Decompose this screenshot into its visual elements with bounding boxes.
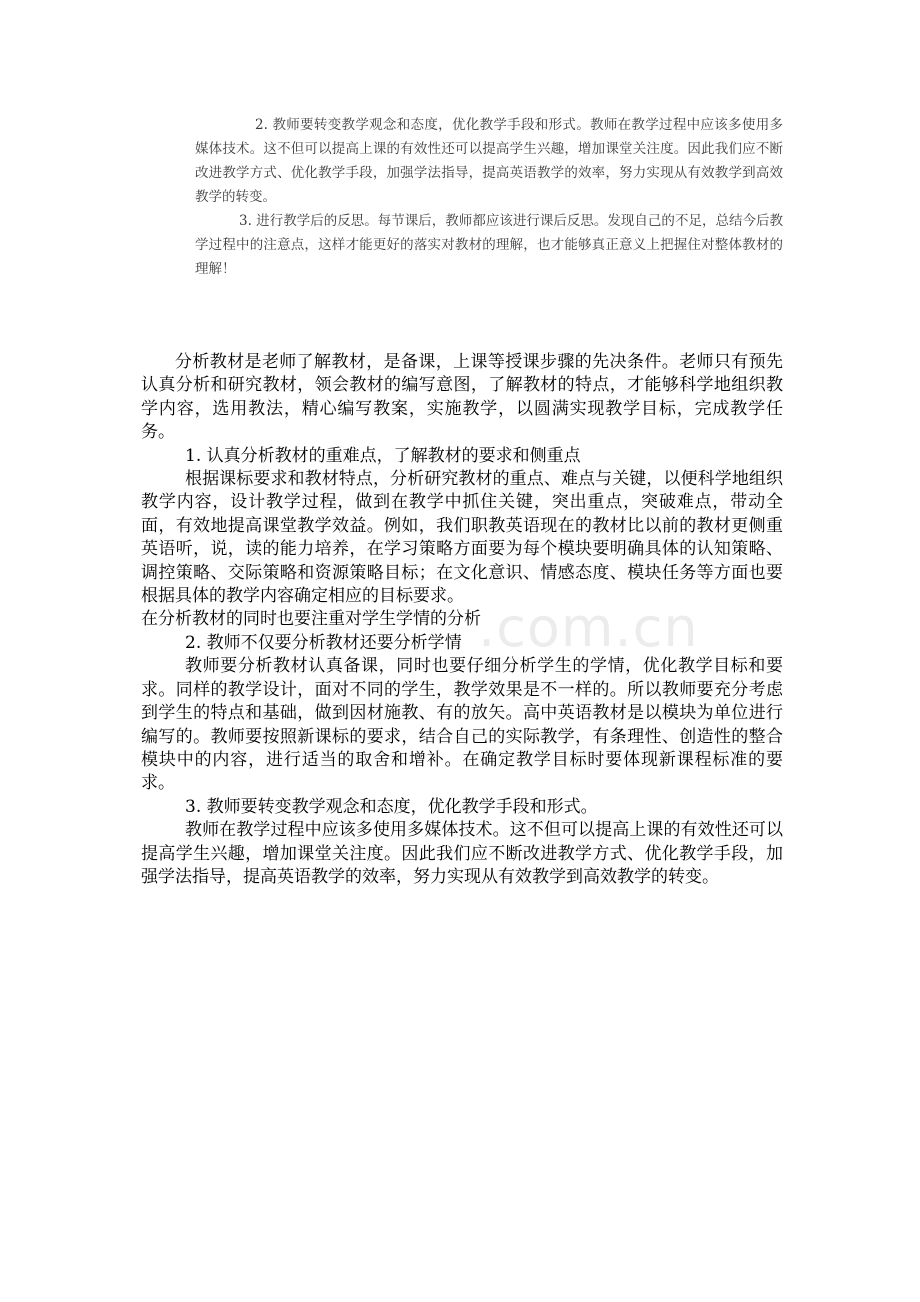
top-paragraph-3: 3. 进行教学后的反思。每节课后，教师都应该进行课后反思。发现自己的不足，总结今后教学过程中的注意点，这样才能更好的落实对教材的理解，也才能够真正意义上把握住对整体教材的理解！ xyxy=(195,213,783,277)
section-body-2: 教师要分析教材认真备课，同时也要仔细分析学生的学情，优化教学目标和要求。同样的教学设计，面对不同的学生，教学效果是不一样的。所以教师要充分考虑到学生的特点和基础，做到因材施教、有的放矢。高中英语教材是以模块为单位进行编写的。教师要按照新课标的要求，结合自己的实际教学，有条理性、创造性的整合模块中的内容，进行适当的取舍和增补。在确定教学目标时要体现新课程标准的要求。 xyxy=(141,656,783,794)
top-paragraph-2: 2. 教师要转变教学观念和态度，优化教学手段和形式。教师在教学过程中应该多使用多媒体技术。这不但可以提高上课的有效性还可以提高学生兴趣，增加课堂关注度。因此我们应不断改进教学方式、优化教学手段，加强学法指导，提高英语教学的效率，努力实现从有效教学到高效教学的转变。 xyxy=(195,117,783,205)
main-body xyxy=(141,351,783,889)
section-heading-3: 3. 教师要转变教学观念和态度，优化教学手段和形式。 xyxy=(185,796,598,817)
section-heading-2: 2. 教师不仅要分析教材还要分析学情 xyxy=(185,632,462,653)
section-body-3: 教师在教学过程中应该多使用多媒体技术。这不但可以提高上课的有效性还可以提高学生兴趣，增加课堂关注度。因此我们应不断改进教学方式、优化教学手段，加强学法指导，提高英语教学的效率，努力实现从有效教学到高效教学的转变。 xyxy=(141,820,783,887)
transition-line: 在分析教材的同时也要注重对学生学情的分析 xyxy=(141,609,481,630)
watermark: .com.cn xyxy=(478,596,699,659)
top-excerpt xyxy=(195,113,783,281)
section-body-1: 根据课标要求和教材特点，分析研究教材的重点、难点与关键，以便科学地组织教学内容，设计教学过程，做到在教学中抓住关键，突出重点，突破难点，带动全面，有效地提高课堂教学效益。例如，我们职教英语现在的教材比以前的教材更侧重英语听，说，读的能力培养，在学习策略方面要为每个模块要明确具体的认知策略、调控策略、交际策略和资源策略目标；在文化意识、情感态度、模块任务等方面也要根据具体的教学内容确定相应的目标要求。 xyxy=(141,469,783,607)
intro-paragraph: 分析教材是老师了解教材，是备课，上课等授课步骤的先决条件。老师只有预先认真分析和研究教材，领会教材的编写意图，了解教材的特点，才能够科学地组织教学内容，选用教法，精心编写教案，实施教学，以圆满实现教学目标，完成教学任务。 xyxy=(141,352,783,443)
section-heading-1: 1. 认真分析教材的重难点，了解教材的要求和侧重点 xyxy=(185,445,581,466)
